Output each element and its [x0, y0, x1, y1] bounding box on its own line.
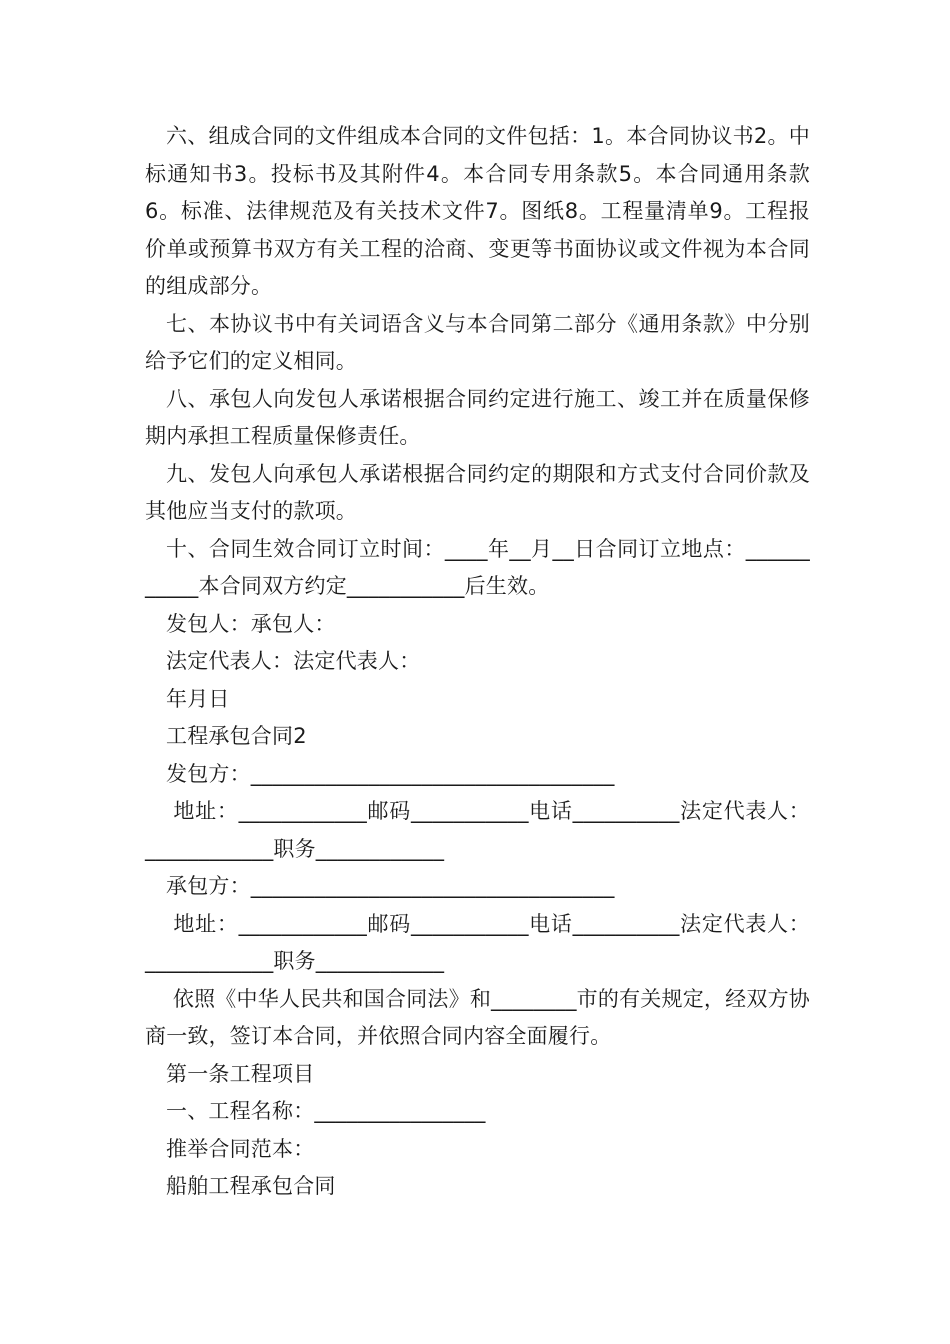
- recommended-template-title: 船舶工程承包合同: [166, 1174, 336, 1198]
- project-name-line: 一、工程名称：________________: [166, 1099, 486, 1123]
- signature-representatives-line: 法定代表人：法定代表人：: [166, 649, 421, 673]
- signature-parties-line: 发包人：承包人：: [166, 611, 336, 636]
- article-one-heading: 第一条工程项目: [166, 1061, 315, 1086]
- paragraph-terms-definition: 七、本协议书中有关词语含义与本合同第二部分《通用条款》中分别给予它们的定义相同。: [145, 311, 810, 373]
- paragraph-contract-effective: 十、合同生效合同订立时间：____年__月__日合同订立地点：___________本合同双方约定___________后生效。: [145, 536, 810, 598]
- paragraph-legal-basis: 依照《中华人民共和国合同法》和________市的有关规定，经双方协商一致，签订本合同，并依照合同内容全面履行。: [145, 986, 810, 1048]
- section-title-contract-2: 工程承包合同2: [166, 724, 307, 748]
- employer-address-line: 地址：____________邮码___________电话__________法定代表人：____________职务____________: [145, 799, 810, 861]
- paragraph-contractor-commitment: 八、承包人向发包人承诺根据合同约定进行施工、竣工并在质量保修期内承担工程质量保修责任。: [145, 386, 810, 448]
- paragraph-employer-commitment: 九、发包人向承包人承诺根据合同约定的期限和方式支付合同价款及其他应当支付的款项。: [145, 461, 810, 523]
- signature-date-line: 年月日: [166, 686, 230, 711]
- paragraph-contract-documents: 六、组成合同的文件组成本合同的文件包括：1。本合同协议书2。中标通知书3。投标书及其附件4。本合同专用条款5。本合同通用条款6。标准、法律规范及有关技术文件7。图纸8。工程量清单9。工程报价单或预算书双方有关工程的洽商、变更等书面协议或文件视为本合同的组成部分。: [145, 124, 810, 298]
- employer-party-line: 发包方：__________________________________: [166, 761, 615, 786]
- contractor-party-line: 承包方：__________________________________: [166, 874, 615, 898]
- contractor-address-line: 地址：____________邮码___________电话__________法定代表人：____________职务____________: [145, 911, 810, 973]
- document-body: [145, 118, 810, 1206]
- recommended-template-label: 推举合同范本：: [166, 1136, 315, 1161]
